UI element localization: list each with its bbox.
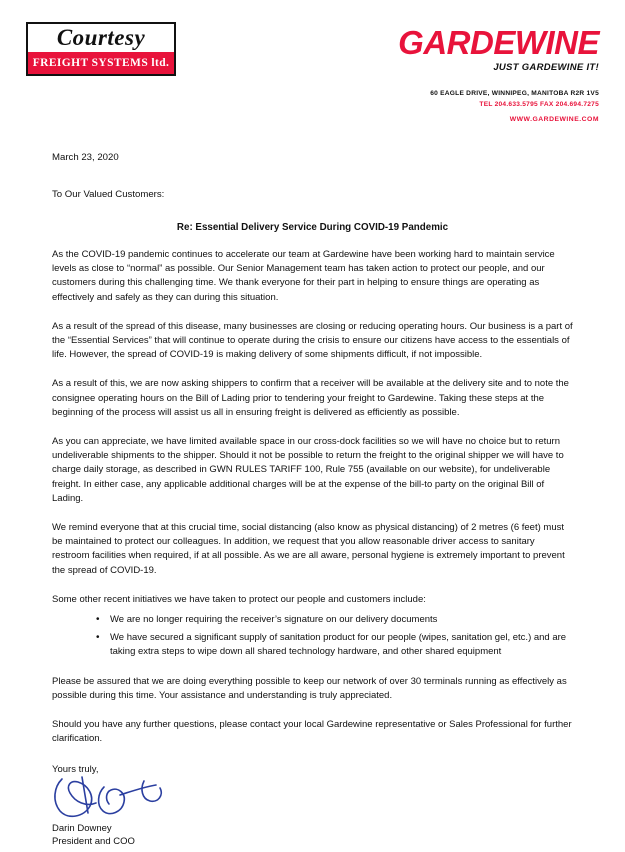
- paragraph-1: As the COVID-19 pandemic continues to accelerate our team at Gardewine have been working hard to maintain service levels as close to “normal” as possible. Our Senior Management team has taken action to protect our people, and our customers during this challenging time. We thank everyone for their part in helping to ensure things are operating as effectively and safely as they can during this situation.: [52, 249, 555, 303]
- paragraph-3: As a result of this, we are now asking shippers to confirm that a receiver will be available at the delivery site and to note the consignee operating hours on the Bill of Lading prior to tendering your freight to Gardewine. Taking these steps at the beginning of the process will assist us all in ensuring freight is delivered as efficiently as possible.: [52, 378, 569, 418]
- gardewine-logo-word: GARDEWINE: [398, 24, 599, 61]
- signer-name: Darin Downey: [52, 823, 112, 835]
- handwritten-signature-icon: [48, 773, 218, 823]
- company-phone: TEL 204.633.5795 FAX 204.694.7275: [479, 101, 599, 108]
- list-item: • We have secured a significant supply of sanitation product for our people (wipes, sanitation gel, etc.) and are taking extra steps to wipe down all shared technology hardware, and other shared equipment: [96, 631, 573, 659]
- paragraph-4: As you can appreciate, we have limited available space in our cross-dock facilities so we will have no choice but to return undeliverable shipments to the shipper. Should it not be possible to return the freight to the original shipper we will have to charge daily storage, as described in GWN RULES TARIFF 100, Rule 755 (available on our website), for undeliverable freight. In either case, any applicable additional charges will be at the expense of the bill-to party on the original Bill of Lading.: [52, 436, 564, 504]
- letter-date: March 23, 2020: [52, 152, 119, 163]
- closing-paragraph-1: Please be assured that we are doing everything possible to keep our network of over 30 terminals running as effectively as possible during this time. Your assistance and understanding is truly appreciated.: [52, 675, 567, 701]
- courtesy-freight-logo: [26, 22, 176, 76]
- initiatives-list: [52, 613, 573, 660]
- courtesy-logo-word: Courtesy: [56, 25, 146, 50]
- courtesy-logo-subtitle: FREIGHT SYSTEMS ltd.: [32, 57, 170, 69]
- gardewine-logo: [299, 26, 599, 123]
- paragraph-2: As a result of the spread of this disease, many businesses are closing or reducing operating hours. Our business is a part of the “Essential Services” that will continue to operate during the crisis to ensure our citizens have access to the essentials of life. However, the spread of COVID-19 is making delivery of some shipments difficult, if not impossible.: [52, 320, 573, 361]
- letterhead: [0, 0, 625, 130]
- closing-paragraph-2: Should you have any further questions, please contact your local Gardewine representative or Sales Professional for further clarification.: [52, 719, 572, 745]
- gardewine-tagline: JUST GARDEWINE IT!: [493, 62, 599, 73]
- company-website: WWW.GARDEWINE.COM: [509, 116, 599, 123]
- signature-area: [52, 777, 573, 823]
- paragraph-6: Some other recent initiatives we have taken to protect our people and customers include:: [52, 593, 426, 605]
- letter-subject-line: Re: Essential Delivery Service During COVID-19 Pandemic: [176, 222, 449, 233]
- letter-salutation: To Our Valued Customers:: [52, 189, 165, 200]
- letter-body: [0, 152, 625, 849]
- signer-title: President and COO: [52, 836, 135, 848]
- list-item: • We are no longer requiring the receiver’s signature on our delivery documents: [96, 613, 573, 627]
- letter-signoff: Yours truly,: [52, 764, 99, 776]
- paragraph-5: We remind everyone that at this crucial time, social distancing (also know as physical distancing) of 2 metres (6 feet) must be maintained to protect our colleagues. In addition, we request that you allow reasonable driver access to sanitary restroom facilities when required, if at all possible. As we are all aware, personal hygiene is extremely important to prevent the spread of COVID-19.: [52, 522, 565, 576]
- company-address: 60 EAGLE DRIVE, WINNIPEG, MANITOBA R2R 1V5: [430, 90, 599, 97]
